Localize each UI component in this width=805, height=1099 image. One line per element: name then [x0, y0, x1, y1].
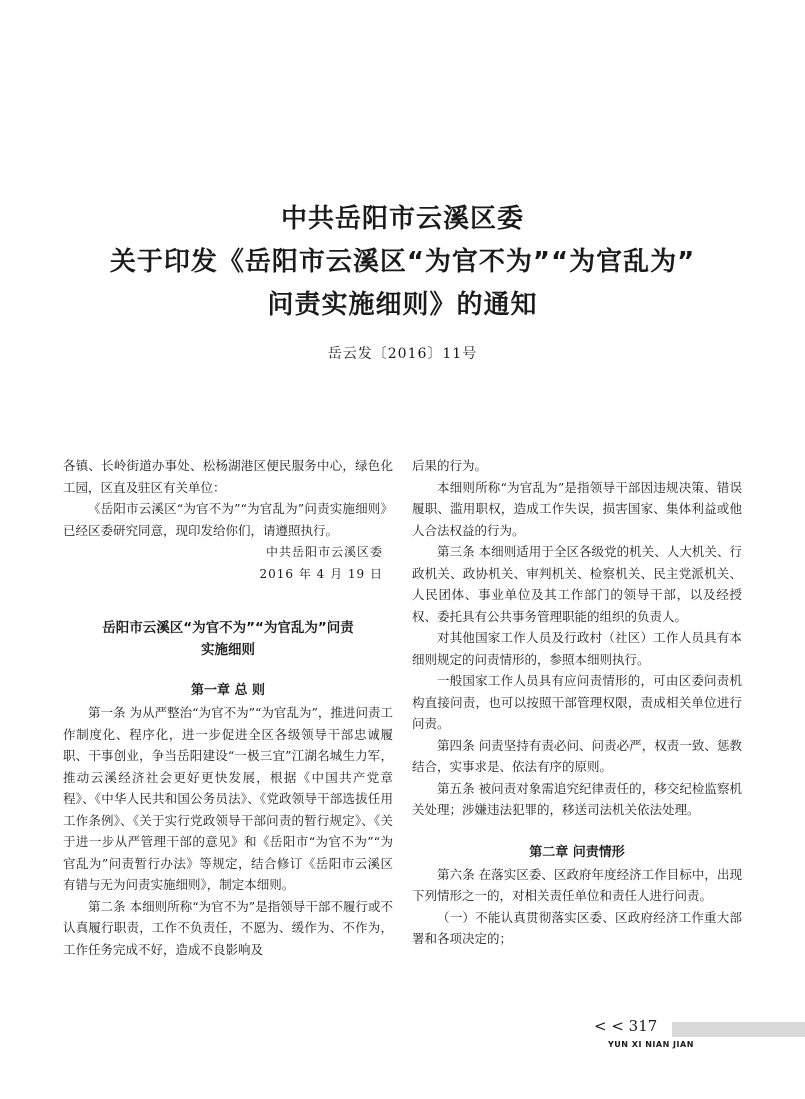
title-line-2: 关于印发《岳阳市云溪区“为官不为”“为官乱为” — [109, 247, 696, 277]
article-4: 第四条 问责坚持有责必问、问责必严，权责一致、惩教结合，实事求是、依法有序的原则。 — [412, 737, 742, 774]
article-5: 第五条 被问责对象需追究纪律责任的，移交纪检监察机关处理；涉嫌违法犯罪的，移送司法机关依法处理。 — [412, 780, 742, 817]
article-2-paragraph-2: 本细则所称“为官乱为”是指领导干部因违规决策、错误履职、滥用职权，造成工作失误，损害国家、集体利益或他人合法权益的行为。 — [412, 479, 742, 538]
page-number: < < 317 — [594, 1017, 658, 1035]
notice-title — [0, 198, 805, 327]
footer-bar — [672, 1022, 805, 1037]
article-6: 第六条 在落实区委、区政府年度经济工作目标中，出现下列情形之一的，对相关责任单位和责任人进行问责。 — [412, 866, 742, 903]
article-3-paragraph-3: 一般国家工作人员具有应问责情形的，可由区委问责机构直接问责，也可以按照干部管理权限，责成相关单位进行问责。 — [412, 673, 742, 731]
title-line-3: 问责实施细则》的通知 — [267, 290, 538, 320]
left-column — [63, 455, 393, 960]
article-6-item-1: （一）不能认真贯彻落实区委、区政府经济工作重大部署和各项决定的； — [412, 909, 742, 946]
article-3-paragraph-2: 对其他国家工作人员及行政村（社区）工作人员具有本细则规定的问责情形的，参照本细则执行。 — [412, 630, 742, 667]
article-1: 第一条 为从严整治“为官不为”“为官乱为”，推进问责工作制度化、程序化，进一步促进全区各级领导干部忠诚履职、干事创业，争当岳阳建设“一极三宜”江湖名城生力军，推动云溪经济社会更好更快发展，根据《中国共产党章程》、《中华人民共和国公务员法》、《党政领导干部选拔任用工作条例》、《关于实行党政领导干部问责的暂行规定》、《关于进一步从严管理干部的意见》和《岳阳市“为官不为”“为官乱为”问责暂行办法》等规定，结合修订《岳阳市云溪区有错与无为问责实施细则》，制定本细则。 — [63, 705, 393, 892]
right-column — [412, 455, 742, 950]
article-2-continued: 后果的行为。 — [412, 458, 488, 473]
document-number: 岳云发〔2016〕11号 — [327, 346, 478, 362]
title-line-1: 中共岳阳市云溪区委 — [280, 204, 524, 234]
notice-body: 《岳阳市云溪区“为官不为”“为官乱为”问责实施细则》已经区委研究同意，现印发给你们，请遵照执行。 — [63, 501, 393, 538]
chapter-2-heading: 第二章 问责情形 — [529, 844, 625, 860]
chapter-1-heading: 第一章 总 则 — [190, 683, 266, 698]
article-3: 第三条 本细则适用于全区各级党的机关、人大机关、行政机关、政协机关、审判机关、检察机关、民主党派机关、人民团体、事业单位及其工作部门的领导干部，以及经授权、委托具有公共事务管理职能的组织的负责人。 — [412, 544, 742, 624]
rules-title-line-1: 岳阳市云溪区“为官不为”“为官乱为”问责 — [102, 620, 354, 636]
date: 2016 年 4 月 19 日 — [259, 566, 383, 581]
journal-name: YUN XI NIAN JIAN — [608, 1040, 694, 1049]
recipients: 各镇、长岭街道办事处、松杨湖港区便民服务中心，绿色化工园，区直及驻区有关单位： — [63, 458, 393, 495]
signature: 中共岳阳市云溪区委 — [265, 545, 383, 559]
article-2: 第二条 本细则所称“为官不为”是指领导干部不履行或不认真履行职责，工作不负责任，不愿为、缓作为、不作为，工作任务完成不好，造成不良影响及 — [63, 898, 393, 957]
rules-title-line-2: 实施细则 — [201, 642, 255, 658]
